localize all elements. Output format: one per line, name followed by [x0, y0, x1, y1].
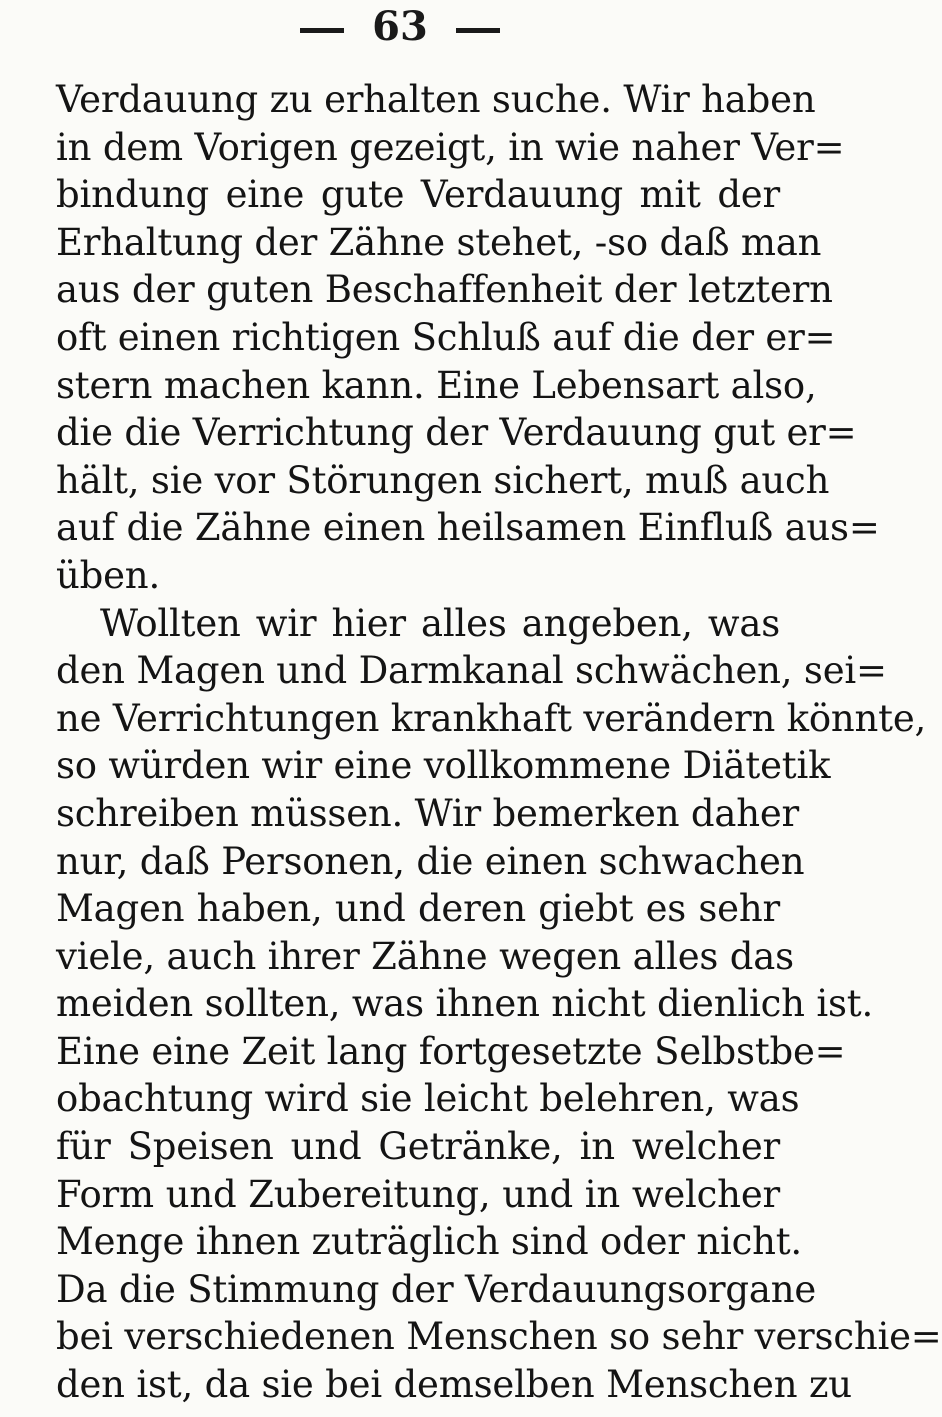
text-line: meiden sollten, was ihnen nicht dienlich ist. — [56, 982, 874, 1026]
text-line: schreiben müssen. Wir bemerken daher — [56, 791, 800, 835]
text-line: stern machen kann. Eine Lebensart also, — [56, 363, 817, 407]
text-line: üben. — [56, 553, 161, 597]
header-dash-left — [300, 28, 344, 33]
text-line: hält, sie vor Störungen sichert, muß auch — [56, 458, 830, 502]
text-line: Form und Zubereitung, und in welcher — [56, 1172, 780, 1216]
text-line: so würden wir eine vollkommene Diätetik — [56, 744, 831, 788]
body-text — [56, 76, 942, 1409]
text-line: den Magen und Darmkanal schwächen, sei= — [56, 649, 887, 693]
text-line: obachtung wird sie leicht belehren, was — [56, 1077, 800, 1121]
text-line: Wollten wir hier alles angeben, was — [100, 601, 780, 645]
text-line: aus der guten Beschaffenheit der letztern — [56, 268, 833, 312]
text-line: die die Verrichtung der Verdauung gut er= — [56, 411, 857, 455]
text-line: bindung eine gute Verdauung mit der — [56, 173, 780, 217]
text-line: für Speisen und Getränke, in welcher — [56, 1125, 780, 1169]
text-line: oft einen richtigen Schluß auf die der er= — [56, 315, 836, 359]
text-line: Magen haben, und deren giebt es sehr — [56, 887, 780, 931]
text-line: ne Verrichtungen krankhaft verändern könnte, — [56, 696, 927, 740]
text-line: den ist, da sie bei demselben Menschen zu — [56, 1363, 852, 1407]
header-dash-right — [456, 28, 500, 33]
text-line: Erhaltung der Zähne stehet, -so daß man — [56, 220, 822, 264]
text-line: viele, auch ihrer Zähne wegen alles das — [56, 934, 794, 978]
text-line: Menge ihnen zuträglich sind oder nicht. — [56, 1220, 802, 1264]
text-line: bei verschiedenen Menschen so sehr verschie= — [56, 1315, 942, 1359]
page-header — [0, 2, 800, 52]
text-line: auf die Zähne einen heilsamen Einfluß aus= — [56, 506, 880, 550]
page-number: 63 — [372, 3, 428, 50]
text-line: Eine eine Zeit lang fortgesetzte Selbstbe= — [56, 1029, 846, 1073]
text-line: Da die Stimmung der Verdauungsorgane — [56, 1267, 817, 1311]
text-line: Verdauung zu erhalten suche. Wir haben — [56, 78, 816, 121]
text-line: in dem Vorigen gezeigt, in wie naher Ver= — [56, 125, 845, 169]
text-line: nur, daß Personen, die einen schwachen — [56, 839, 805, 883]
